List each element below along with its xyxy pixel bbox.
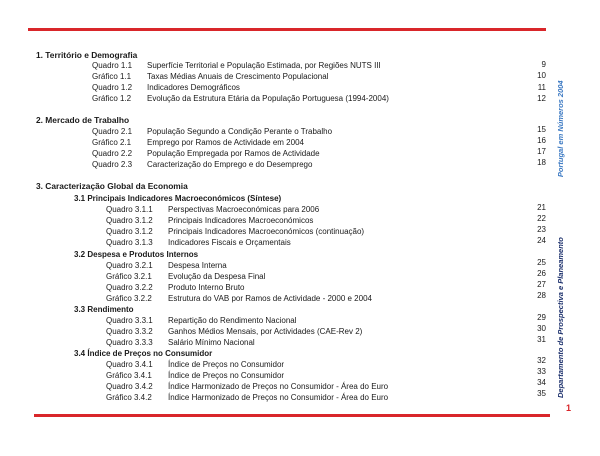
section-2-title: 2. Mercado de Trabalho xyxy=(36,115,130,125)
entry-page: 33 xyxy=(537,367,546,376)
entry-page: 25 xyxy=(537,258,546,267)
toc-entry[interactable] xyxy=(106,205,319,215)
entry-text: Ganhos Médios Mensais, por Actividades (CAE-Rev 2) xyxy=(168,327,363,336)
entry-text: Índice Harmonizado de Preços no Consumidor - Área do Euro xyxy=(168,393,389,402)
entry-text: Despesa Interna xyxy=(168,261,227,270)
entry-page: 22 xyxy=(537,214,546,223)
entry-page: 9 xyxy=(541,60,546,69)
toc-entry[interactable] xyxy=(106,393,388,403)
subsection-3-3-title: 3.3 Rendimento xyxy=(74,305,134,314)
section-1-title: 1. Território e Demografia xyxy=(36,50,138,60)
entry-page: 16 xyxy=(537,136,546,145)
entry-text: Evolução da Estrutura Etária da População Portuguesa (1994-2004) xyxy=(147,94,389,103)
entry-page: 26 xyxy=(537,269,546,278)
entry-text: Índice de Preços no Consumidor xyxy=(168,371,285,380)
entry-text: Superfície Territorial e População Estimada, por Regiões NUTS III xyxy=(147,61,381,70)
entry-label: Quadro 2.1 xyxy=(92,127,133,136)
entry-text: Taxas Médias Anuais de Crescimento Populacional xyxy=(147,72,329,81)
entry-page: 28 xyxy=(537,291,546,300)
toc-entry[interactable] xyxy=(106,227,364,237)
entry-page: 27 xyxy=(537,280,546,289)
entry-label: Quadro 1.1 xyxy=(92,61,133,70)
entry-text: Repartição do Rendimento Nacional xyxy=(168,316,297,325)
entry-text: Indicadores Fiscais e Orçamentais xyxy=(168,238,291,247)
entry-text: Indicadores Demográficos xyxy=(147,83,240,92)
entry-text: Emprego por Ramos de Actividade em 2004 xyxy=(147,138,304,147)
entry-page: 21 xyxy=(537,203,546,212)
entry-label: Gráfico 3.2.2 xyxy=(106,294,152,303)
entry-page: 30 xyxy=(537,324,546,333)
toc-entry[interactable] xyxy=(106,338,255,348)
toc-entry[interactable] xyxy=(92,61,381,71)
entry-page: 24 xyxy=(537,236,546,245)
entry-label: Quadro 3.1.1 xyxy=(106,205,153,214)
entry-label: Quadro 3.4.2 xyxy=(106,382,153,391)
entry-text: Salário Mínimo Nacional xyxy=(168,338,255,347)
entry-text: Caracterização do Emprego e do Desemprego xyxy=(147,160,313,169)
entry-page: 17 xyxy=(537,147,546,156)
subsection-3-1-title: 3.1 Principais Indicadores Macroeconómicos (Síntese) xyxy=(74,194,282,203)
entry-label: Quadro 3.2.2 xyxy=(106,283,153,292)
entry-page: 12 xyxy=(537,94,546,103)
bottom-red-rule xyxy=(34,414,550,417)
toc-entry[interactable] xyxy=(106,238,291,248)
entry-label: Gráfico 3.4.2 xyxy=(106,393,152,402)
toc-entry[interactable] xyxy=(106,294,372,304)
entry-label: Gráfico 1.2 xyxy=(92,94,132,103)
publication-name: Portugal em Números 2004 xyxy=(556,80,565,178)
entry-text: Produto Interno Bruto xyxy=(168,283,245,292)
entry-label: Quadro 3.3.1 xyxy=(106,316,153,325)
entry-label: Gráfico 1.1 xyxy=(92,72,132,81)
toc-entry[interactable] xyxy=(106,261,227,271)
entry-text: Perspectivas Macroeconómicas para 2006 xyxy=(168,205,320,214)
entry-text: Estrutura do VAB por Ramos de Actividade - 2000 e 2004 xyxy=(168,294,372,303)
entry-page: 32 xyxy=(537,356,546,365)
department-name: Departamento de Prospectiva e Planeamento xyxy=(556,237,565,398)
entry-page: 35 xyxy=(537,389,546,398)
toc-entry[interactable] xyxy=(106,327,362,337)
toc-entry[interactable] xyxy=(92,83,240,93)
toc-entry[interactable] xyxy=(92,160,312,170)
toc-entry[interactable] xyxy=(106,360,284,370)
entry-label: Quadro 2.3 xyxy=(92,160,133,169)
toc-entry[interactable] xyxy=(106,382,388,392)
entry-text: Evolução da Despesa Final xyxy=(168,272,266,281)
toc-entry[interactable] xyxy=(92,127,332,137)
entry-page: 11 xyxy=(537,83,546,92)
entry-text: População Segundo a Condição Perante o Trabalho xyxy=(147,127,333,136)
entry-label: Gráfico 3.4.1 xyxy=(106,371,152,380)
entry-label: Quadro 3.4.1 xyxy=(106,360,153,369)
entry-text: Índice Harmonizado de Preços no Consumidor - Área do Euro xyxy=(168,382,389,391)
entry-page: 15 xyxy=(537,125,546,134)
page-number: 1 xyxy=(566,403,572,413)
entry-page: 10 xyxy=(537,71,546,80)
vertical-footer-label xyxy=(556,80,565,398)
subsection-3-4-title: 3.4 Índice de Preços no Consumidor xyxy=(74,349,213,358)
toc-entry[interactable] xyxy=(106,316,297,326)
entry-page: 18 xyxy=(537,158,546,167)
entry-text: Principais Indicadores Macroeconómicos xyxy=(168,216,314,225)
toc-entry[interactable] xyxy=(92,149,320,159)
entry-label: Quadro 3.1.2 xyxy=(106,227,153,236)
entry-label: Quadro 3.3.3 xyxy=(106,338,153,347)
entry-page: 31 xyxy=(537,335,546,344)
entry-label: Quadro 3.2.1 xyxy=(106,261,153,270)
subsection-3-2-title: 3.2 Despesa e Produtos Internos xyxy=(74,250,199,259)
entry-label: Gráfico 2.1 xyxy=(92,138,132,147)
entry-page: 29 xyxy=(537,313,546,322)
entry-label: Gráfico 3.2.1 xyxy=(106,272,152,281)
section-3-title: 3. Caracterização Global da Economia xyxy=(36,181,188,191)
entry-label: Quadro 1.2 xyxy=(92,83,133,92)
toc-entry[interactable] xyxy=(106,272,265,282)
toc-entry[interactable] xyxy=(106,216,313,226)
entry-label: Quadro 3.3.2 xyxy=(106,327,153,336)
entry-text: Índice de Preços no Consumidor xyxy=(168,360,285,369)
entry-label: Quadro 2.2 xyxy=(92,149,133,158)
entry-label: Quadro 3.1.2 xyxy=(106,216,153,225)
entry-label: Quadro 3.1.3 xyxy=(106,238,153,247)
entry-page: 34 xyxy=(537,378,546,387)
toc-entry[interactable] xyxy=(106,283,245,293)
toc-entry[interactable] xyxy=(92,138,304,148)
toc-entry[interactable] xyxy=(92,94,389,104)
entry-text: Principais Indicadores Macroeconómicos (continuação) xyxy=(168,227,365,236)
entry-text: População Empregada por Ramos de Actividade xyxy=(147,149,320,158)
toc-entry[interactable] xyxy=(92,72,328,82)
toc-entry[interactable] xyxy=(106,371,284,381)
entry-page: 23 xyxy=(537,225,546,234)
top-red-rule xyxy=(28,28,546,31)
